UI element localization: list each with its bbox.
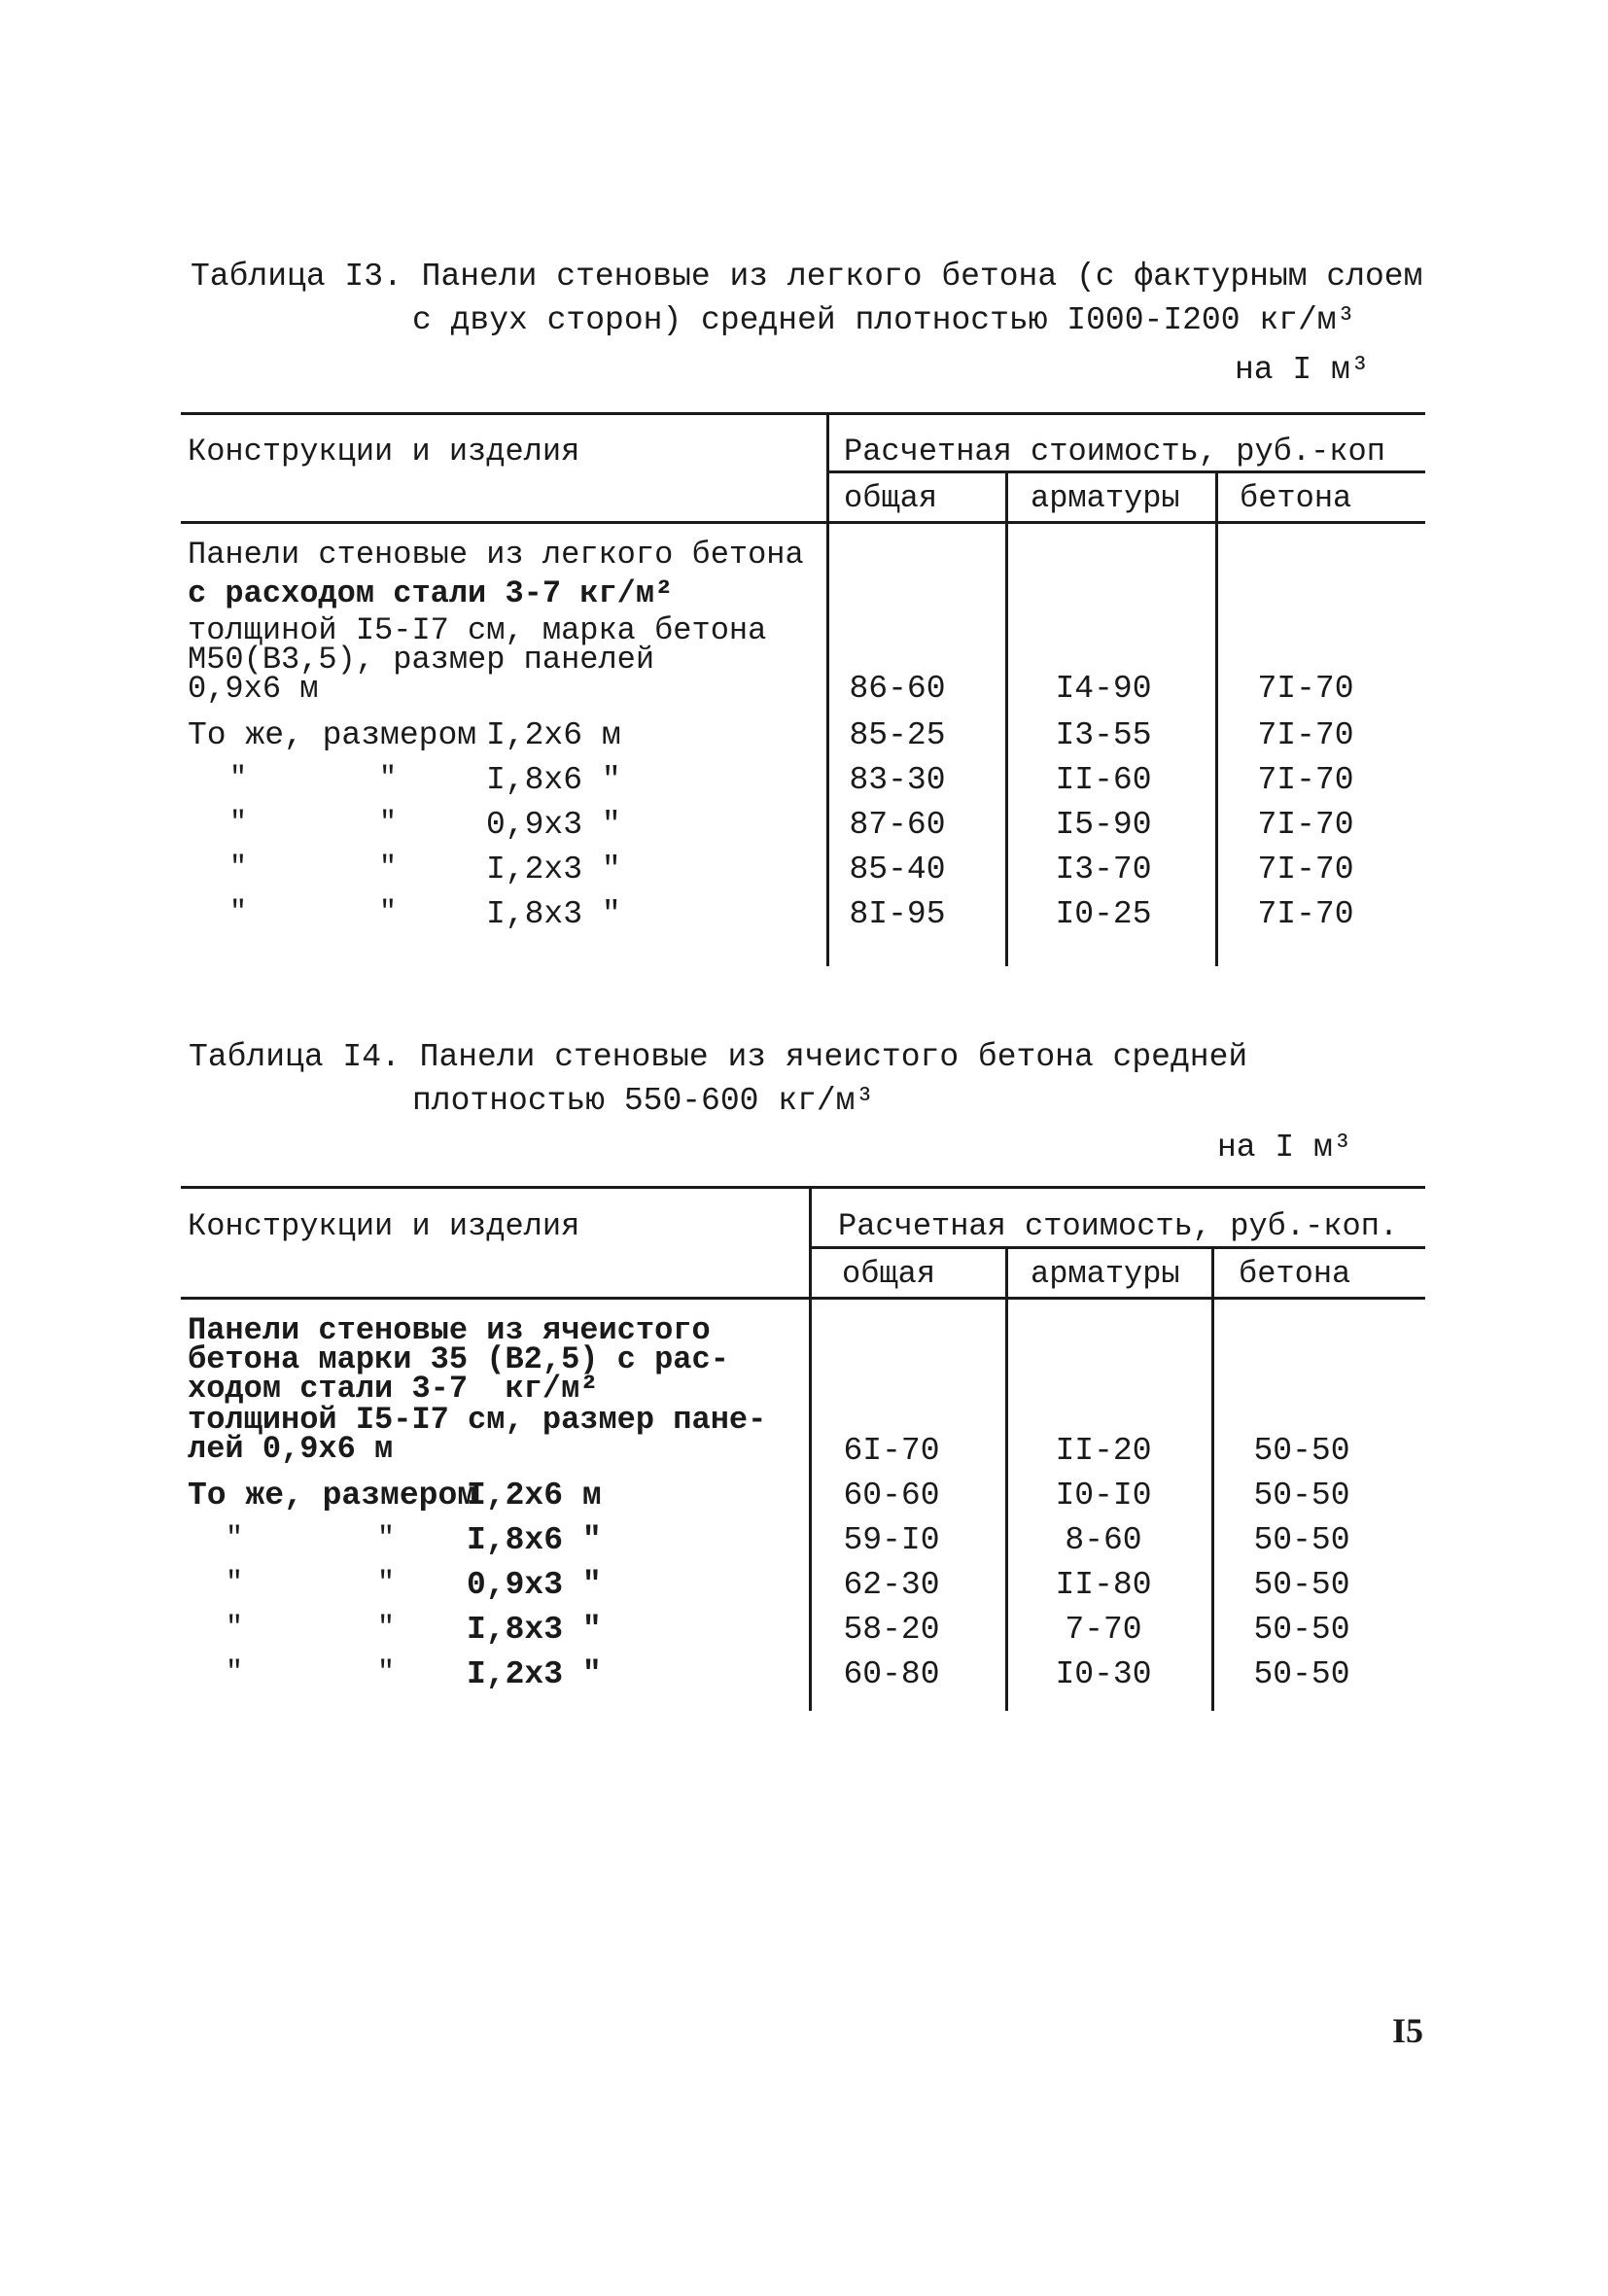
table13-header-col1: Конструкции и изделия [188,434,580,470]
table13-desc-line: M50(B3,5), размер панелей [188,642,655,678]
table14-row-dim: 0,9x3 " [467,1567,602,1603]
table13-desc-line: толщиной I5-I7 см, марка бетона [188,612,767,648]
table14-concrete: 50-50 [1253,1567,1350,1603]
table13-concrete: 7I-70 [1257,807,1354,843]
table14-header-rebar: арматуры [1031,1256,1180,1292]
table13-ditto-2: " [379,762,398,795]
table14-row-dim: I,2x3 " [467,1656,602,1692]
table14-rebar: I0-30 [1055,1656,1152,1692]
table13-concrete: 7I-70 [1257,671,1354,707]
table14-vline-1 [809,1186,812,1711]
table13-desc-line: 0,9x6 м [188,671,319,707]
table13-row-label: То же, размером [188,717,477,753]
table14-vline-3 [1211,1246,1214,1711]
table14-desc-line: бетона марки 35 (B2,5) с рас- [188,1341,729,1377]
table14-ditto-2: " [377,1522,396,1555]
table13-top-rule [181,412,1425,415]
table13-concrete: 7I-70 [1257,717,1354,753]
table13-row-dim: I,2x6 м [486,717,621,753]
table13-row-dim: I,8x6 " [486,762,621,798]
table14-total: 60-80 [843,1656,940,1692]
table13-concrete: 7I-70 [1257,852,1354,887]
table14-concrete: 50-50 [1253,1612,1350,1648]
table13-rebar: I3-70 [1055,852,1152,887]
table13-concrete: 7I-70 [1257,896,1354,932]
table14-concrete: 50-50 [1253,1478,1350,1513]
table14-row-label: То же, размером [188,1478,477,1513]
table14-concrete: 50-50 [1253,1433,1350,1469]
table13-ditto-2: " [379,807,398,840]
table13-desc-line: с расходом стали 3-7 кг/м² [188,575,674,611]
page-number: I5 [1392,2011,1424,2050]
table13-total: 87-60 [849,807,946,843]
table14-desc-line: толщиной I5-I7 см, размер пане- [188,1402,767,1438]
table14-rebar: II-80 [1055,1567,1152,1603]
table14-desc-line: лей 0,9x6 м [188,1431,394,1467]
table14-vline-2 [1005,1246,1008,1711]
table13-total: 8I-95 [849,896,946,932]
table14-ditto-1: " [226,1522,244,1555]
table14-total: 59-I0 [843,1522,940,1558]
table13-ditto-1: " [229,762,248,795]
table14-concrete: 50-50 [1253,1656,1350,1692]
table13-ditto-1: " [229,807,248,840]
table14-rebar: I0-I0 [1055,1478,1152,1513]
table13-vline-1 [826,412,829,966]
table13-unit: на I м³ [1235,352,1370,388]
table14-top-rule [181,1186,1425,1189]
table14-ditto-2: " [377,1567,396,1600]
table14-header-col1: Конструкции и изделия [188,1208,580,1244]
table13-rebar: I0-25 [1055,896,1152,932]
table13-total: 83-30 [849,762,946,798]
table13-rebar: II-60 [1055,762,1152,798]
table14-desc-line: Панели стеновые из ячеистого [188,1312,711,1348]
table14-header-concrete: бетона [1239,1256,1351,1292]
table14-group-rule [811,1246,1425,1249]
table14-total: 62-30 [843,1567,940,1603]
table13-vline-2 [1005,470,1008,966]
table14-ditto-1: " [226,1656,244,1689]
table14-row-dim: I,8x3 " [467,1612,602,1648]
table13-header-rebar: арматуры [1031,480,1180,516]
table13-vline-3 [1215,470,1218,966]
table14-header-group: Расчетная стоимость, руб.-коп. [838,1208,1399,1244]
table13-rebar: I5-90 [1055,807,1152,843]
table13-header-group: Расчетная стоимость, руб.-коп [844,434,1385,470]
table13-ditto-1: " [229,896,248,929]
table13-ditto-1: " [229,852,248,885]
table13-row-dim: I,2x3 " [486,852,621,887]
table14-header-rule [181,1297,1425,1300]
table13-total: 85-25 [849,717,946,753]
table13-total: 86-60 [849,671,946,707]
table13-row-dim: 0,9x3 " [486,807,621,843]
table13-concrete: 7I-70 [1257,762,1354,798]
table13-header-concrete: бетона [1240,480,1352,516]
table13-row-dim: I,8x3 " [486,896,621,932]
table13-caption-line2: с двух сторон) средней плотностью I000-I200 кг/м³ [412,302,1356,338]
table13-desc-line: Панели стеновые из легкого бетона [188,537,804,573]
table14-ditto-2: " [377,1656,396,1689]
table14-caption-line1: Таблица I4. Панели стеновые из ячеистого бетона средней [189,1039,1248,1075]
table14-unit: на I м³ [1217,1130,1352,1165]
table14-ditto-2: " [377,1612,396,1645]
table13-rebar: I3-55 [1055,717,1152,753]
table14-total: 58-20 [843,1612,940,1648]
table14-ditto-1: " [226,1612,244,1645]
table13-group-rule [828,470,1425,473]
table14-caption-line2: плотностью 550-600 кг/м³ [412,1083,875,1119]
table14-total: 6I-70 [843,1433,940,1469]
table13-header-rule [181,521,1425,524]
table14-total: 60-60 [843,1478,940,1513]
table14-rebar: II-20 [1055,1433,1152,1469]
table13-header-total: общая [844,480,938,516]
table13-caption-line1: Таблица I3. Панели стеновые из легкого бетона (с фактурным слоем [191,259,1423,295]
table14-row-dim: I,8x6 " [467,1522,602,1558]
table14-header-total: общая [842,1256,936,1292]
table13-total: 85-40 [849,852,946,887]
table14-ditto-1: " [226,1567,244,1600]
table13-ditto-2: " [379,896,398,929]
table14-desc-line: ходом стали 3-7 кг/м² [188,1371,599,1407]
table14-concrete: 50-50 [1253,1522,1350,1558]
table13-rebar: I4-90 [1055,671,1152,707]
table13-ditto-2: " [379,852,398,885]
table14-rebar: 8-60 [1065,1522,1142,1558]
table14-rebar: 7-70 [1065,1612,1142,1648]
table14-row-dim: I,2x6 м [467,1478,602,1513]
